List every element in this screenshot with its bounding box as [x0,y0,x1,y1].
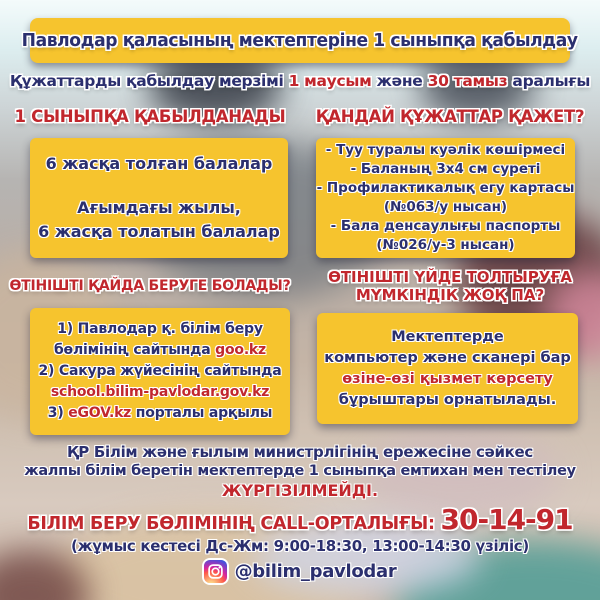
admitted-line: 6 жасқа толған балалар [45,154,273,173]
where-line: 2) Сакура жүйесінің сайтында [38,363,282,379]
document-item: - Баланың 3х4 см суреті [350,161,541,177]
note-line-emphasis: ЖҮРГІЗІЛМЕЙДІ. [221,481,379,500]
document-item: - Туу туралы куәлік көшірмесі [325,142,566,158]
deadline-subtitle [0,72,600,90]
document-item: - Профилактикалық егу картасы [316,180,575,196]
where-text: бөлімінің сайтында [53,342,216,358]
instagram-row [0,560,600,583]
title-banner [21,18,579,63]
ministry-note [0,443,600,500]
subtitle-text: және [371,72,428,90]
call-center-line [0,503,600,536]
work-schedule: (жұмыс кестесі Дс-Жм: 9:00-18:30, 13:00-14:30 үзіліс) [71,537,529,555]
selfservice-line: компьютер және сканері бар [324,349,571,366]
document-item: - Бала денсаулығы паспорты [330,218,561,234]
spacer [30,176,288,196]
subtitle-date-end: 30 тамыз [427,72,508,90]
selfservice-line: Мектептерде [391,328,504,345]
selfservice-header-line: МҮМКІНДІК ЖОҚ ПА? [355,286,545,304]
subtitle-text: аралығы [507,72,591,90]
where-line [30,340,290,361]
where-line: 1) Павлодар қ. білім беру [57,321,263,337]
instagram-handle: @bilim_pavlodar [234,561,397,582]
document-item: (№026/у-3 нысан) [376,237,515,253]
where-line [30,403,290,424]
admitted-box [30,138,288,258]
section-header-documents: ҚАНДАЙ ҚҰЖАТТАР ҚАЖЕТ? [315,107,585,126]
where-box [30,308,290,435]
subtitle-text: Құжаттарды қабылдау мерзімі [9,72,289,90]
egov-link: eGOV.kz [68,405,132,421]
documents-box [316,138,575,258]
selfservice-header-line: ӨТІНІШТІ ҮЙДЕ ТОЛТЫРУҒА [328,268,572,286]
subtitle-date-start: 1 маусым [288,72,372,90]
section-header-where: ӨТІНІШТІ ҚАЙДА БЕРУГЕ БОЛАДЫ? [9,278,291,294]
school-portal-link: school.bilim-pavlodar.gov.kz [50,384,270,400]
note-line: ҚР Білім және ғылым министрлігінің ережесіне сәйкес [66,443,534,461]
goo-kz-link: goo.kz [215,342,266,358]
poster-title: Павлодар қаласының мектептеріне 1 сыныпқа қабылдау [21,30,579,51]
instagram-icon [204,560,227,583]
document-item: (№063/у нысан) [383,199,508,215]
selfservice-line-highlight: өзіне-өзі қызмет көрсету [342,370,553,387]
instagram-glyph [207,563,224,580]
section-header-selfservice [300,268,600,304]
admitted-line: Ағымдағы жылы, [77,198,241,217]
selfservice-box [317,313,578,424]
section-header-admitted: 1 СЫНЫПҚА ҚАБЫЛДАНАДЫ [14,107,286,126]
call-center-label: БІЛІМ БЕРУ БӨЛІМІНІҢ CALL-ОРТАЛЫҒЫ: [27,514,441,534]
call-center-phone: 30-14-91 [440,503,573,536]
where-text: 3) [47,405,69,421]
where-text: порталы арқылы [131,405,273,421]
selfservice-line: бұрыштары орнатылады. [338,391,557,408]
note-line: жалпы білім беретін мектептерде 1 сыныпқа емтихан мен тестілеу [24,463,576,479]
admitted-line: 6 жасқа толатын балалар [38,222,280,241]
